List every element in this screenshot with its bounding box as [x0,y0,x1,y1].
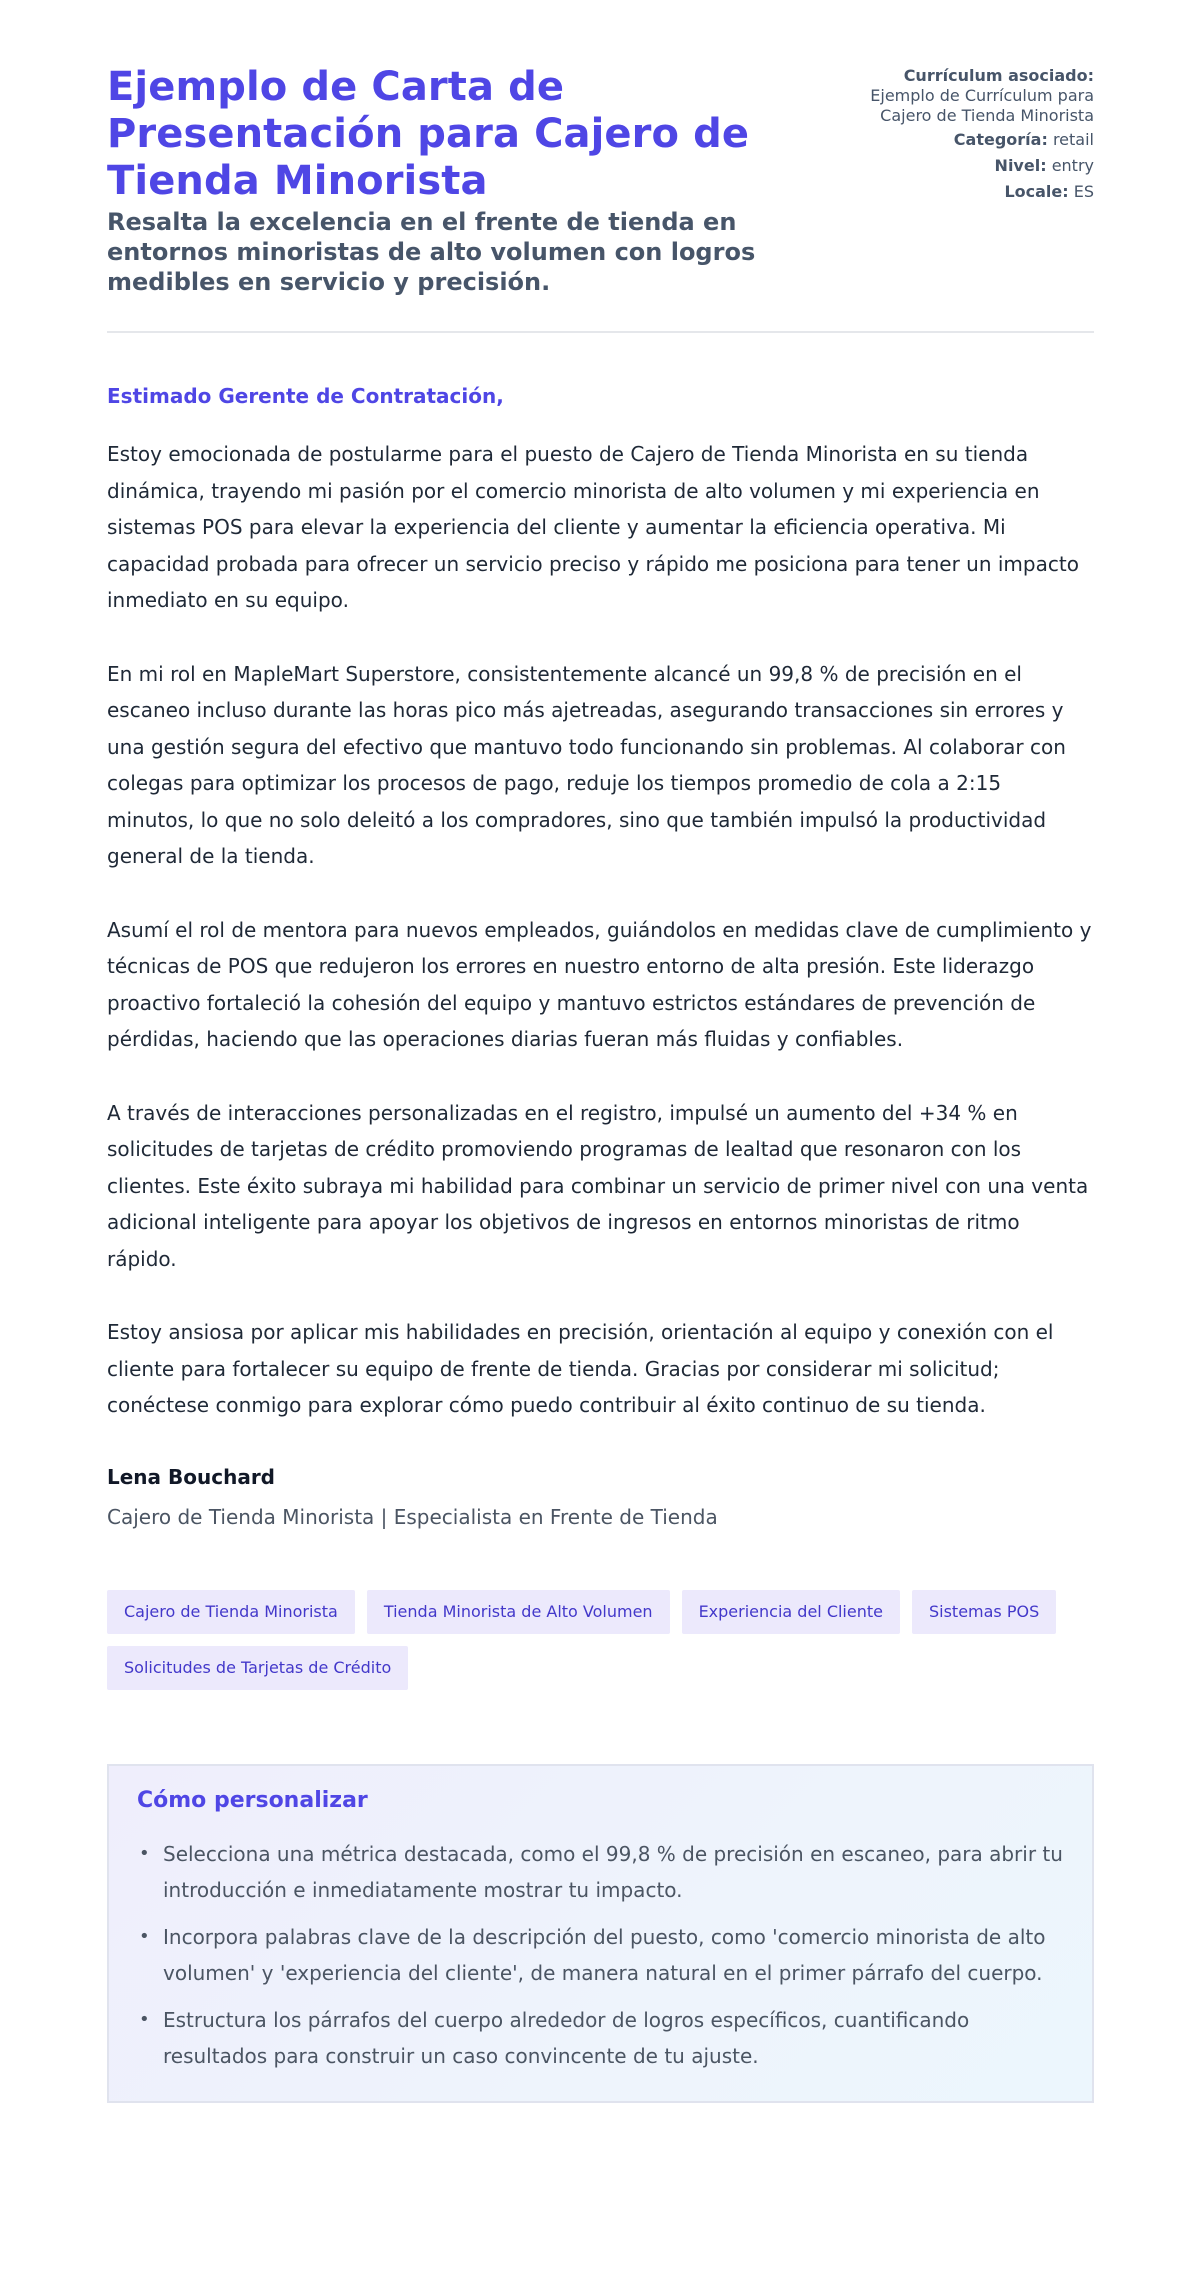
tag-chip[interactable]: Tienda Minorista de Alto Volumen [367,1590,670,1634]
metadata-panel [834,64,1094,208]
signature-title: Cajero de Tienda Minorista | Especialista en Frente de Tienda [107,1504,718,1529]
letter-paragraph: En mi rol en MapleMart Superstore, consistentemente alcancé un 99,8 % de precisión en el escaneo incluso durante las horas pico más ajetreadas, asegurando transacciones sin errores y una gestión segura del efectivo que mantuvo todo funcionando sin problemas. Al colaborar con colegas para optimizar los procesos de pago, reduje los tiempos promedio de cola a 2:15 minutos, lo que no solo deleitó a los compradores, sino que también impulsó la productividad general de la tienda. [107,661,1066,868]
customization-tips-box [107,1764,1094,2103]
salutation: Estimado Gerente de Contratación, [107,384,504,408]
bullet-icon: • [139,1842,150,1864]
page-title: Ejemplo de Carta de Presentación para Cajero de Tienda Minorista [107,64,750,204]
letter-paragraph: Estoy ansiosa por aplicar mis habilidades en precisión, orientación al equipo y conexión con el cliente para fortalecer su equipo de frente de tienda. Gracias por considerar mi solicitud; conéctese conmigo para explorar cómo puedo contribuir al éxito continuo de su tienda. [107,1320,1054,1417]
meta-associated-resume [834,66,1094,126]
tip-text: Incorpora palabras clave de la descripción del puesto, como 'comercio minorista de alto volumen' y 'experiencia del cliente', de manera natural en el primer párrafo del cuerpo. [163,1924,1046,1985]
signature-name: Lena Bouchard [107,1464,275,1489]
letter-paragraphs [107,436,1094,1424]
tag-chip[interactable]: Sistemas POS [912,1590,1056,1634]
tip-text: Selecciona una métrica destacada, como el 99,8 % de precisión en escaneo, para abrir tu introducción e inmediatamente mostrar tu impacto. [163,1841,1063,1902]
meta-resume-value: Ejemplo de Currículum para Cajero de Tienda Minorista [870,86,1094,125]
header-titles [107,64,807,297]
tip-text: Estructura los párrafos del cuerpo alrededor de logros específicos, cuantificando resultados para construir un caso convincente de tu ajuste. [163,2007,970,2068]
letter-paragraph: Asumí el rol de mentora para nuevos empleados, guiándolos en medidas clave de cumplimiento y técnicas de POS que redujeron los errores en nuestro entorno de alta presión. Este liderazgo proactivo fortaleció la cohesión del equipo y mantuvo estrictos estándares de prevención de pérdidas, haciendo que las operaciones diarias fueran más fluidas y confiables. [107,917,1092,1051]
tag-chip[interactable]: Experiencia del Cliente [682,1590,900,1634]
tips-title: Cómo personalizar [137,1787,368,1813]
letter-paragraph: A través de interacciones personalizadas en el registro, impulsé un aumento del +34 % en solicitudes de tarjetas de crédito promoviendo programas de lealtad que resonaron con los clientes. Este éxito subraya mi habilidad para combinar un servicio de primer nivel con una venta adicional inteligente para apoyar los objetivos de ingresos en entornos minoristas de ritmo rápido. [107,1100,1089,1271]
meta-category-label: Categoría: [953,130,1048,149]
tip-item [137,2002,1064,2075]
tip-item [137,1919,1064,1992]
meta-level-value: entry [1051,156,1094,175]
tag-chip[interactable]: Cajero de Tienda Minorista [107,1590,355,1634]
bullet-icon: • [139,2008,150,2030]
cover-letter-page [107,0,1094,2103]
bullet-icon: • [139,1925,150,1947]
tips-list [137,1836,1064,2075]
signature-block [107,1464,1094,1530]
meta-resume-label: Currículum asociado: [903,66,1094,85]
letter-paragraph: Estoy emocionada de postularme para el puesto de Cajero de Tienda Minorista en su tienda dinámica, trayendo mi pasión por el comercio minorista de alto volumen y mi experiencia en sistemas POS para elevar la experiencia del cliente y aumentar la eficiencia operativa. Mi capacidad probada para ofrecer un servicio preciso y rápido me posiciona para tener un impacto inmediato en su equipo. [107,442,1079,612]
meta-category [834,130,1094,150]
page-subtitle: Resalta la excelencia en el frente de tienda en entornos minoristas de alto volumen con logros medibles en servicio y precisión. [107,208,756,296]
tip-item [137,1836,1064,1909]
meta-category-value: retail [1052,130,1094,149]
letter-body [107,383,1094,1530]
tag-chip[interactable]: Solicitudes de Tarjetas de Crédito [107,1646,408,1690]
meta-level [834,156,1094,176]
meta-locale [834,182,1094,202]
tag-list [107,1590,1094,1690]
meta-locale-value: ES [1073,182,1094,201]
meta-locale-label: Locale: [1004,182,1069,201]
meta-level-label: Nivel: [994,156,1047,175]
page-header [107,64,1094,333]
